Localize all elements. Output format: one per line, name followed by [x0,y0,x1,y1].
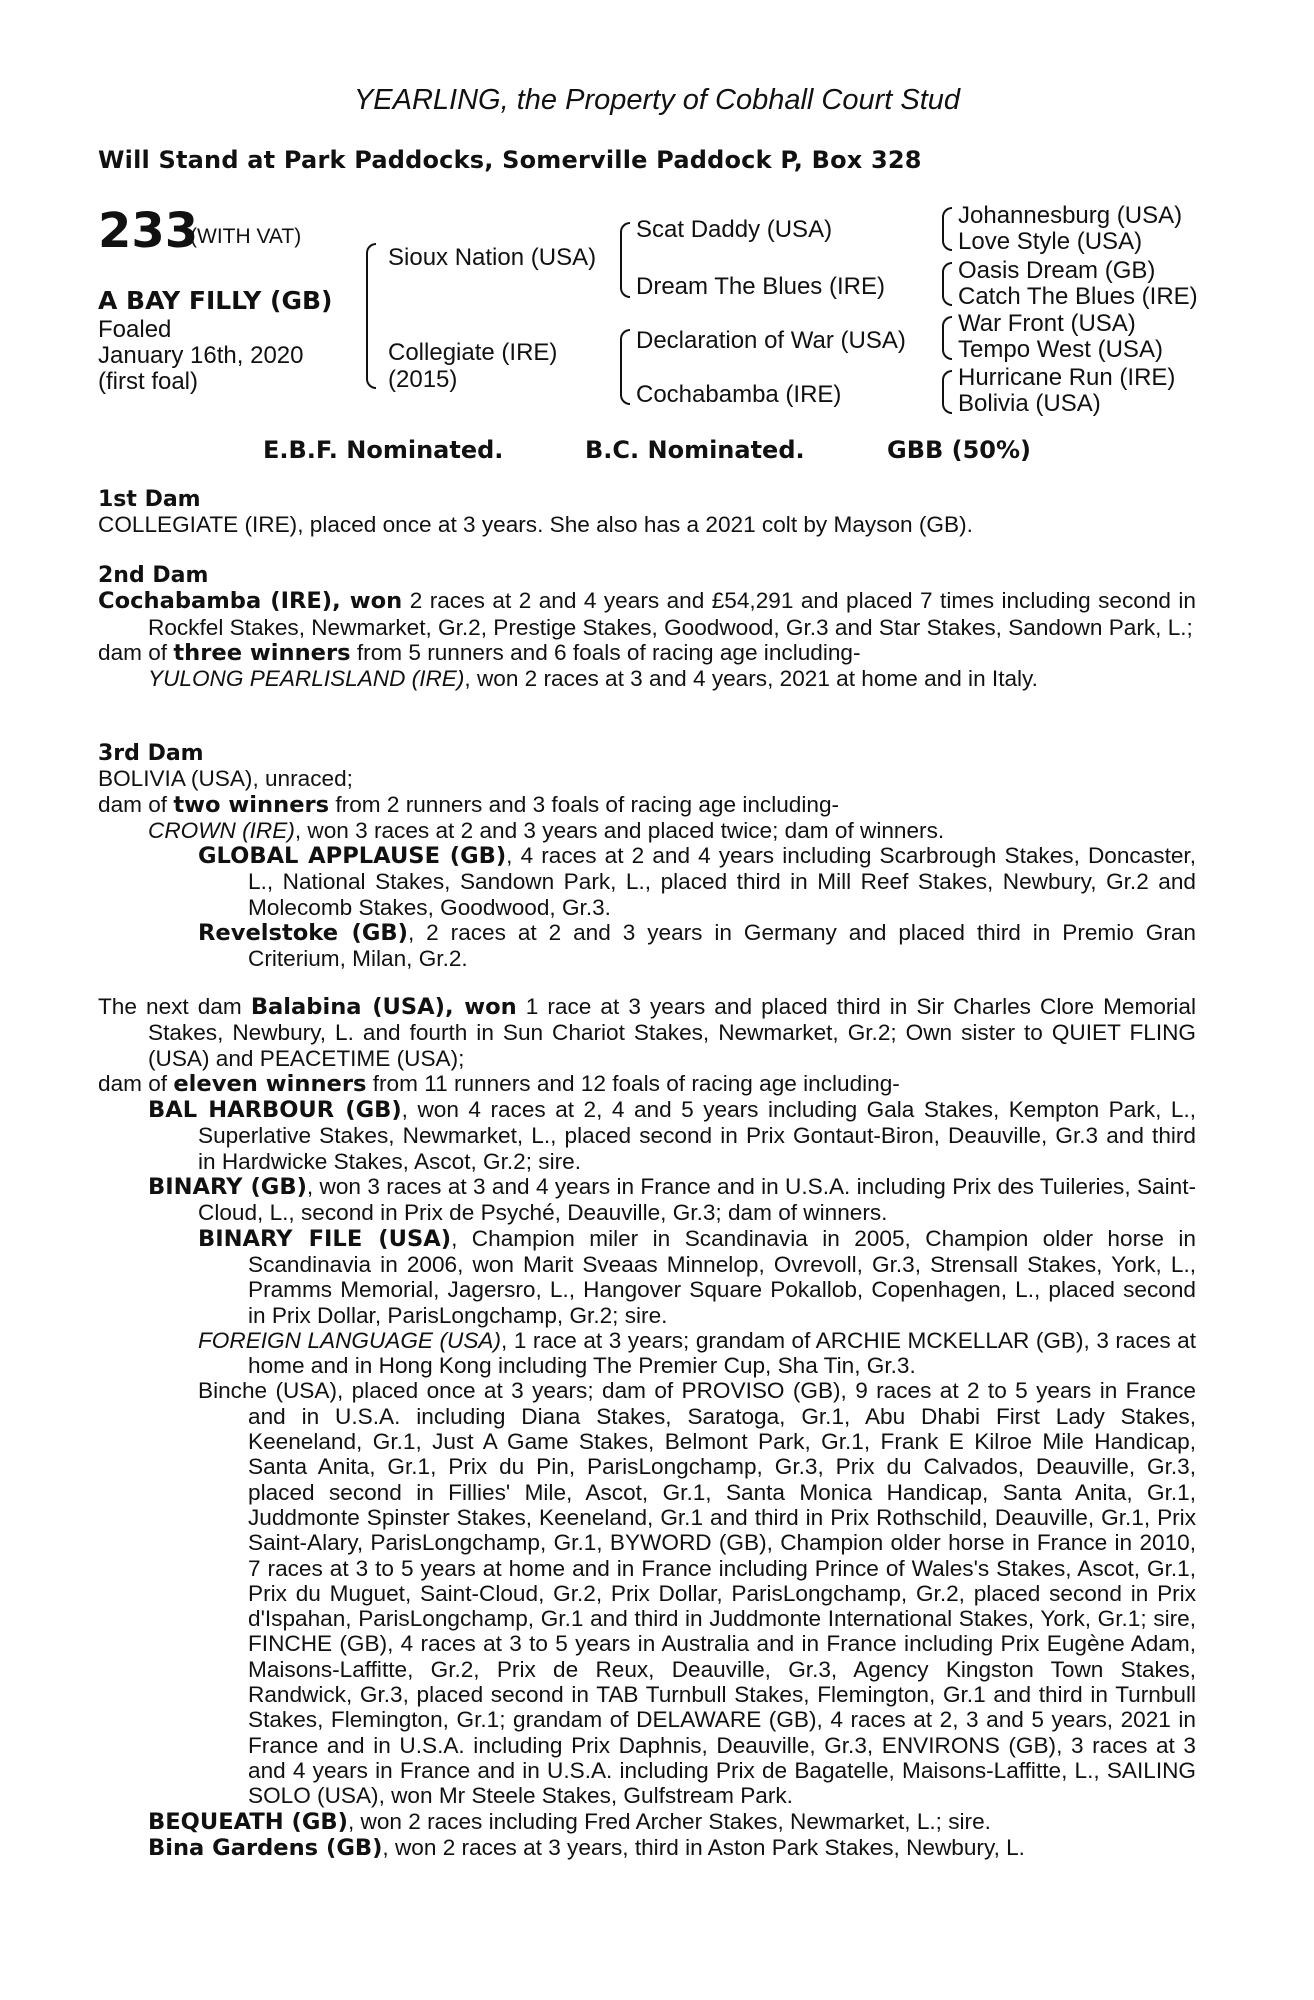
foreign-language-entry [98,1328,1196,1379]
bc-nomination: B.C. Nominated. [585,436,805,464]
dam-year: (2015) [388,366,458,393]
dam-sire: Declaration of War (USA) [636,327,906,354]
produce-suffix: from 5 runners and 6 foals of racing age including- [350,639,861,665]
gbb-status: GBB (50%) [887,436,1032,464]
foreign-language-text: , 1 race at 3 years; grandam of ARCHIE MCKELLAR (GB), 3 races at home and in Hong Kong including The Premier Cup, Sha Tin, Gr.3. [248,1327,1197,1379]
third-dam-section [98,741,1196,972]
revelstoke-text: , 2 races at 2 and 3 years in Germany and placed third in Premio Gran Criterium, Milan, Gr.2. [248,920,1196,972]
produce-winners: eleven winners [173,1070,367,1097]
next-dam-record [98,994,1196,1071]
produce-prefix: dam of [98,791,174,817]
bal-harbour-text: , won 4 races at 2, 4 and 5 years including Gala Stakes, Kempton Park, L., Superlative Stakes, Newmarket, L., placed second in Prix Gontaut-Biron, Deauville, Gr.3 and third in Hardwicke Stakes, Ascot, Gr.2; sire. [198,1097,1196,1174]
global-applause-name: GLOBAL APPLAUSE (GB) [198,843,507,870]
third-dam-heading: 3rd Dam [98,741,204,766]
produce-suffix: from 2 runners and 3 foals of racing age including- [329,791,840,817]
revelstoke-entry [98,920,1196,972]
bina-gardens-name: Bina Gardens (GB) [148,1834,383,1861]
pedigree-brace-main [366,243,376,389]
bequeath-name: BEQUEATH (GB) [148,1808,348,1835]
bal-harbour-entry [98,1097,1196,1174]
next-dam-name: Balabina (USA), won [250,994,517,1020]
pedigree-brace-dam [620,329,630,405]
third-gen-6: Tempo West (USA) [958,336,1163,363]
next-dam-produce [98,1071,1196,1097]
crown-entry [98,818,1196,843]
stand-location: Will Stand at Park Paddocks, Somerville Paddock P, Box 328 [98,146,922,174]
global-applause-entry [98,843,1196,920]
foaled-date: January 16th, 2020 [98,342,304,369]
dam-name: Collegiate (IRE) [388,339,558,366]
third-gen-4: Catch The Blues (IRE) [958,283,1198,310]
next-dam-intro: The next dam [98,994,251,1019]
bal-harbour-name: BAL HARBOUR (GB) [148,1097,402,1124]
third-gen-7: Hurricane Run (IRE) [958,364,1176,391]
sire-name: Sioux Nation (USA) [388,244,597,271]
third-gen-8: Bolivia (USA) [958,390,1101,417]
next-dam-text: 1 race at 3 years and placed third in Sir Charles Clore Memorial Stakes, Newbury, L. and fourth in Sun Chariot Stakes, Newmarket, Gr.2; Own sister to QUIET FLING (USA) and PEACETIME (USA); [148,994,1197,1071]
pedigree-brace-3a [942,207,952,251]
pedigree-brace-3b [942,262,952,306]
crown-name: CROWN (IRE) [148,817,295,843]
lot-number: 233 [98,203,199,259]
first-dam-section [98,487,1196,538]
next-dam-section [98,994,1196,1861]
dam-dam: Cochabamba (IRE) [636,381,842,408]
vat-note: (WITH VAT) [190,225,302,248]
binary-name: BINARY (GB) [148,1174,307,1201]
second-dam-record [98,588,1196,640]
first-dam-text: COLLEGIATE (IRE), placed once at 3 years. She also has a 2021 colt by Mayson (GB). [98,512,973,538]
third-gen-2: Love Style (USA) [958,228,1143,255]
third-dam-line: BOLIVIA (USA), unraced; [98,766,353,792]
bequeath-entry [98,1809,1196,1835]
yulong-text: , won 2 races at 3 and 4 years, 2021 at home and in Italy. [464,666,1038,692]
crown-text: , won 3 races at 2 and 3 years and placed twice; dam of winners. [294,817,945,843]
second-dam-text: 2 races at 2 and 4 years and £54,291 and placed 7 times including second in Rockfel Stakes, Newmarket, Gr.2, Prestige Stakes, Goodwood, Gr.3 and Star Stakes, Sandown Park, L.; [148,588,1196,640]
revelstoke-name: Revelstoke (GB) [198,920,408,947]
catalogue-title: YEARLING, the Property of Cobhall Court Stud [353,84,961,116]
produce-prefix: dam of [98,639,174,665]
foaled-label: Foaled [98,316,172,343]
second-dam-section [98,563,1196,691]
second-dam-produce [98,640,1196,666]
sire-sire: Scat Daddy (USA) [636,216,833,243]
pedigree-brace-3d [942,370,952,414]
third-gen-5: War Front (USA) [958,310,1136,337]
sire-dam: Dream The Blues (IRE) [636,273,885,300]
produce-suffix: from 11 runners and 12 foals of racing age including- [366,1070,900,1096]
third-gen-3: Oasis Dream (GB) [958,257,1156,284]
pedigree-brace-sire [620,222,630,298]
third-dam-produce [98,792,1196,818]
yulong-name: YULONG PEARLISLAND (IRE) [148,666,465,692]
pedigree-brace-3c [942,316,952,360]
bina-gardens-text: , won 2 races at 3 years, third in Aston Park Stakes, Newbury, L. [382,1834,1025,1860]
global-applause-text: , 4 races at 2 and 4 years including Scarbrough Stakes, Doncaster, L., National Stakes, Sandown Park, L., placed third in Mill Reef Stakes, Newbury, Gr.2 and Molecomb Stakes, Goodwood, Gr.3. [248,843,1196,920]
third-gen-1: Johannesburg (USA) [958,202,1183,229]
binary-entry [98,1174,1196,1226]
yulong-entry [98,666,1196,691]
binary-file-name: BINARY FILE (USA) [198,1225,452,1252]
produce-winners: three winners [173,639,351,666]
binary-text: , won 3 races at 3 and 4 years in France and in U.S.A. including Prix des Tuileries, Saint-Cloud, L., second in Prix de Psyché, Deauville, Gr.3; dam of winners. [198,1174,1196,1226]
produce-winners: two winners [173,791,330,818]
foal-note: (first foal) [98,368,199,395]
ebf-nomination: E.B.F. Nominated. [263,436,504,464]
produce-prefix: dam of [98,1070,174,1096]
binary-file-entry [98,1226,1196,1328]
bequeath-text: , won 2 races including Fred Archer Stakes, Newmarket, L.; sire. [347,1808,991,1834]
second-dam-name: Cochabamba (IRE), won [98,588,403,615]
first-dam-heading: 1st Dam [98,487,201,512]
bina-gardens-entry [98,1835,1196,1861]
second-dam-heading: 2nd Dam [98,563,209,588]
binary-file-text: , Champion miler in Scandinavia in 2005, Champion older horse in Scandinavia in 2006, won Marit Sveaas Minnelop, Ovrevoll, Gr.3, Strensall Stakes, York, L., Pramms Memorial, Jagersro, L., Hangover Square Pokallob, Copenhagen, L., placed second in Prix Dollar, ParisLongchamp, Gr.2; sire. [248,1225,1196,1328]
horse-name: A BAY FILLY (GB) [98,286,333,315]
foreign-language-name: FOREIGN LANGUAGE (USA) [198,1327,502,1353]
binche-entry: Binche (USA), placed once at 3 years; dam of PROVISO (GB), 9 races at 2 to 5 years in France and in U.S.A. including Diana Stakes, Saratoga, Gr.1, Abu Dhabi First Lady Stakes, Keeneland, Gr.1, Just A Game Stakes, Belmont Park, Gr.1, Frank E Kilroe Mile Handicap, Santa Anita, Gr.1, Prix du Pin, ParisLongchamp, Gr.3, Prix du Calvados, Deauville, Gr.3, placed second in Fillies' Mile, Ascot, Gr.1, Santa Monica Handicap, Santa Anita, Gr.1, Juddmonte Spinster Stakes, Keeneland, Gr.1 and third in Prix Rothschild, Deauville, Gr.1, Prix Saint-Alary, ParisLongchamp, Gr.1, BYWORD (GB), Champion older horse in France in 2010, 7 races at 3 to 5 years at home and in France including Prince of Wales's Stakes, Ascot, Gr.1, Prix du Muguet, Saint-Cloud, Gr.2, Prix Dollar, ParisLongchamp, Gr.2, placed second in Prix d'Ispahan, ParisLongchamp, Gr.1 and third in Juddmonte International Stakes, York, Gr.1; sire, FINCHE (GB), 4 races at 3 to 5 years in Australia and in France including Prix Eugène Adam, Maisons-Laffitte, Gr.2, Prix de Reux, Deauville, Gr.3, Agency Kingston Town Stakes, Randwick, Gr.3, placed second in TAB Turnbull Stakes, Flemington, Gr.1 and third in Turnbull Stakes, Flemington, Gr.1; grandam of DELAWARE (GB), 4 races at 2, 3 and 5 years, 2021 in France and in U.S.A. including Prix Daphnis, Deauville, Gr.3, ENVIRONS (GB), 3 races at 3 and 4 years in France and in U.S.A. including Prix de Bagatelle, Maisons-Laffitte, L., SAILING SOLO (USA), won Mr Steele Stakes, Gulfstream Park. [198,1378,1196,1809]
